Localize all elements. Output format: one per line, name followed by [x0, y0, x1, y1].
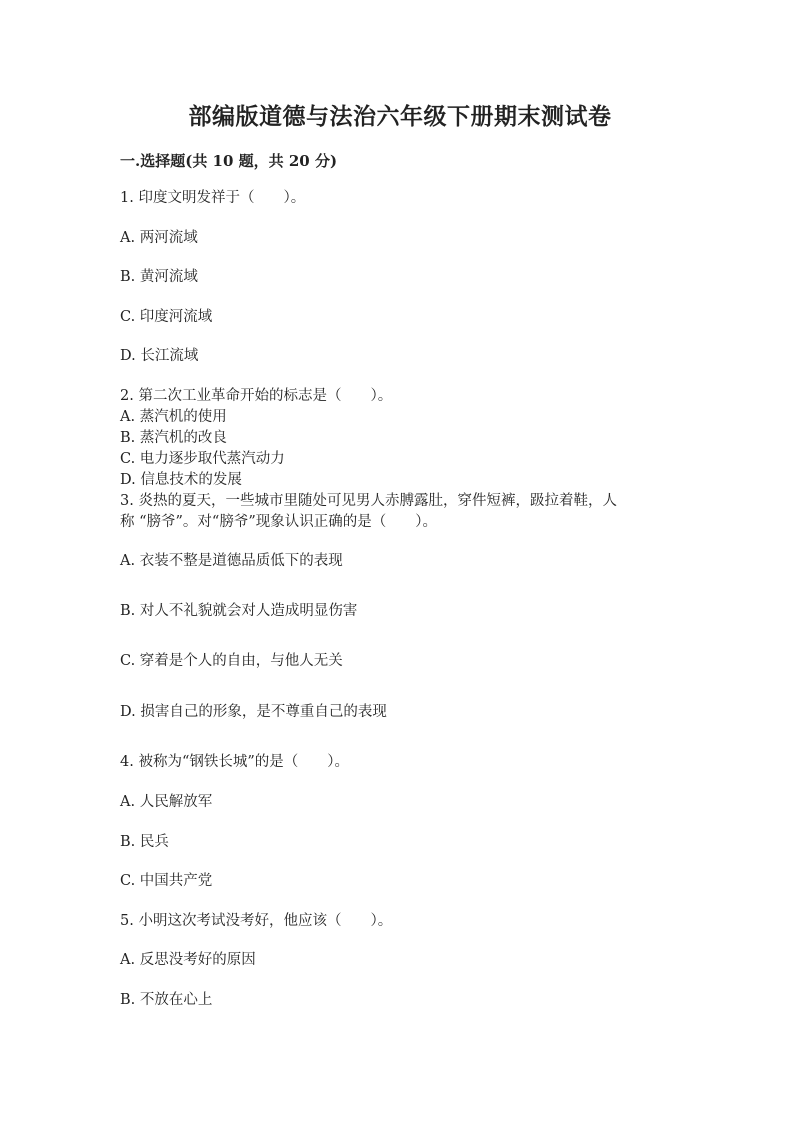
- question-1-option-d: D. 长江流域: [120, 348, 199, 364]
- question-4-stem: 4. 被称为“钢铁长城”的是（ ）。: [120, 754, 350, 770]
- question-1-option-c: C. 印度河流域: [120, 309, 213, 325]
- question-4-option-b: B. 民兵: [120, 834, 169, 850]
- question-2-option-c: C. 电力逐步取代蒸汽动力: [120, 451, 285, 467]
- question-2-stem: 2. 第二次工业革命开始的标志是（ ）。: [120, 388, 393, 404]
- question-3-option-b: B. 对人不礼貌就会对人造成明显伤害: [120, 603, 358, 619]
- question-5-stem: 5. 小明这次考试没考好，他应该（ ）。: [120, 913, 393, 929]
- question-4-option-c: C. 中国共产党: [120, 873, 213, 889]
- question-2-option-a: A. 蒸汽机的使用: [120, 409, 227, 425]
- question-2-option-b: B. 蒸汽机的改良: [120, 430, 227, 446]
- question-4-option-a: A. 人民解放军: [120, 794, 213, 810]
- question-3-option-c: C. 穿着是个人的自由，与他人无关: [120, 653, 343, 669]
- question-1-option-b: B. 黄河流域: [120, 269, 198, 285]
- question-2-option-d: D. 信息技术的发展: [120, 472, 242, 488]
- question-5-option-a: A. 反思没考好的原因: [120, 952, 256, 968]
- section-heading: 一.选择题(共 10 题，共 20 分): [120, 152, 338, 170]
- question-3-option-d: D. 损害自己的形象，是不尊重自己的表现: [120, 704, 387, 720]
- question-5-option-b: B. 不放在心上: [120, 992, 213, 1008]
- question-3-stem-line-1: 3. 炎热的夏天，一些城市里随处可见男人赤膊露肚，穿件短裤，趿拉着鞋，人: [120, 493, 617, 509]
- question-3-option-a: A. 衣装不整是道德品质低下的表现: [120, 553, 343, 569]
- page-title: 部编版道德与法治六年级下册期末测试卷: [188, 103, 612, 130]
- question-1-stem: 1. 印度文明发祥于（ ）。: [120, 190, 306, 206]
- question-3-stem-line-2: 称 “膀爷”。对“膀爷”现象认识正确的是（ ）。: [120, 514, 438, 530]
- question-1-option-a: A. 两河流域: [120, 230, 198, 246]
